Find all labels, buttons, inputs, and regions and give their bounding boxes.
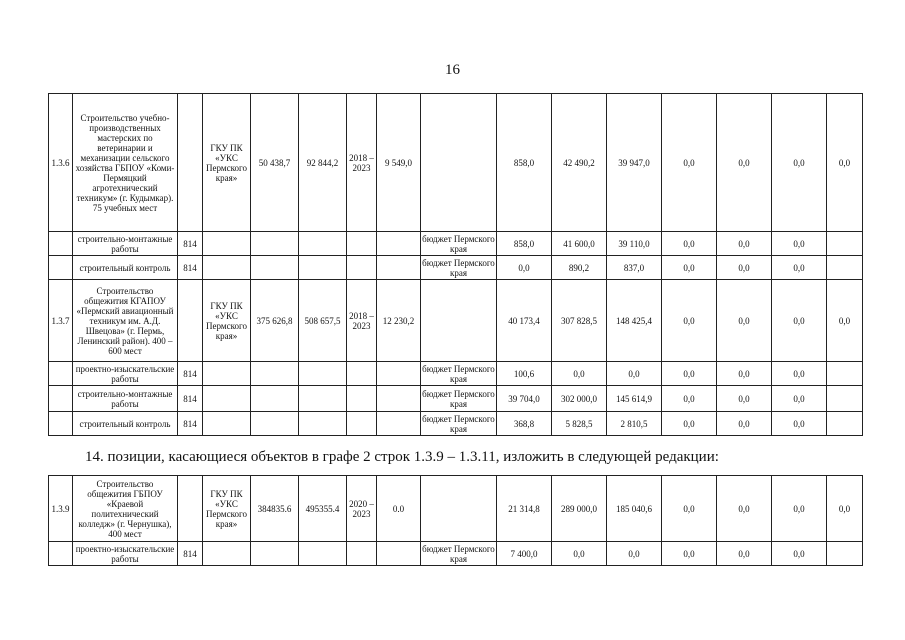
table-row [49, 362, 863, 386]
spent-value: 0.0 [377, 476, 421, 542]
amount-cell: 0,0 [772, 386, 827, 412]
amount-cell: 0,0 [662, 362, 717, 386]
spent-value: 12 230,2 [377, 280, 421, 362]
period: 2020 – 2023 [347, 476, 377, 542]
amount-cell: 0,0 [662, 232, 717, 256]
amount-cell: 148 425,4 [607, 280, 662, 362]
amount-cell: 21 314,8 [497, 476, 552, 542]
page-number: 16 [445, 62, 460, 78]
amount-cell: 39 110,0 [607, 232, 662, 256]
funding-source: бюджет Пермского края [422, 363, 495, 384]
total-cost: 495355.4 [299, 476, 347, 542]
amount-cell: 0,0 [827, 476, 863, 542]
amount-cell: 0,0 [772, 232, 827, 256]
amount-cell: 7 400,0 [497, 542, 552, 566]
estimated-cost: 50 438,7 [251, 94, 299, 232]
customer-org: ГКУ ПК «УКС Пермского края» [203, 280, 251, 362]
amount-cell: 858,0 [497, 94, 552, 232]
table-row [49, 232, 863, 256]
amount-cell: 368,8 [497, 412, 552, 436]
period: 2018 – 2023 [347, 94, 377, 232]
amount-cell: 0,0 [772, 362, 827, 386]
row-number: 1.3.6 [49, 94, 73, 232]
work-type: строительно-монтажные работы [73, 386, 178, 412]
amount-cell: 0,0 [772, 280, 827, 362]
amount-cell: 100,6 [497, 362, 552, 386]
budget-code: 814 [178, 412, 203, 436]
funding-source: бюджет Пермского края [422, 233, 495, 254]
table-row [49, 94, 863, 232]
amount-cell: 0,0 [772, 476, 827, 542]
estimated-cost: 375 626,8 [251, 280, 299, 362]
amount-cell: 0,0 [662, 280, 717, 362]
amount-cell: 858,0 [497, 232, 552, 256]
work-type: проектно-изыскательские работы [73, 542, 178, 566]
amount-cell: 0,0 [717, 280, 772, 362]
budget-code: 814 [178, 362, 203, 386]
work-type: строительный контроль [73, 256, 178, 280]
amount-cell [827, 362, 863, 386]
amount-cell: 41 600,0 [552, 232, 607, 256]
budget-code: 814 [178, 542, 203, 566]
amount-cell: 0,0 [772, 412, 827, 436]
total-cost: 92 844,2 [299, 94, 347, 232]
amount-cell: 0,0 [662, 94, 717, 232]
amount-cell: 837,0 [607, 256, 662, 280]
amount-cell: 890,2 [552, 256, 607, 280]
amount-cell: 0,0 [497, 256, 552, 280]
object-org-code [178, 476, 203, 542]
amount-cell: 0,0 [607, 362, 662, 386]
budget-code: 814 [178, 386, 203, 412]
amount-cell: 0,0 [552, 542, 607, 566]
amount-cell: 39 947,0 [607, 94, 662, 232]
amount-cell: 0,0 [552, 362, 607, 386]
object-name: Строительство общежития КГАПОУ «Пермский авиационный техникум им. А.Д. Швецова» (г. Пермь, Ленинский район). 400 – 600 мест [73, 280, 178, 362]
customer-org: ГКУ ПК «УКС Пермского края» [203, 476, 251, 542]
amount-cell: 5 828,5 [552, 412, 607, 436]
amount-cell: 145 614,9 [607, 386, 662, 412]
funding-source [421, 94, 497, 232]
amount-cell [827, 256, 863, 280]
funding-source: бюджет Пермского края [422, 413, 495, 434]
table-row [49, 476, 863, 542]
amount-cell: 0,0 [662, 412, 717, 436]
estimated-cost: 384835.6 [251, 476, 299, 542]
amount-cell: 0,0 [717, 232, 772, 256]
amount-cell: 0,0 [772, 542, 827, 566]
amount-cell: 0,0 [827, 280, 863, 362]
spent-value: 9 549,0 [377, 94, 421, 232]
amount-cell: 0,0 [772, 256, 827, 280]
amount-cell [827, 386, 863, 412]
amount-cell: 0,0 [662, 256, 717, 280]
amount-cell: 42 490,2 [552, 94, 607, 232]
budget-table-upper [48, 93, 863, 436]
row-number: 1.3.9 [49, 476, 73, 542]
object-org-code [178, 280, 203, 362]
budget-code: 814 [178, 256, 203, 280]
object-org-code [178, 94, 203, 232]
funding-source: бюджет Пермского края [422, 543, 495, 564]
work-type: строительный контроль [73, 412, 178, 436]
funding-source: бюджет Пермского края [421, 386, 497, 412]
amount-cell: 0,0 [717, 386, 772, 412]
table-row [49, 386, 863, 412]
amount-cell: 39 704,0 [497, 386, 552, 412]
amount-cell: 0,0 [827, 94, 863, 232]
amount-cell: 0,0 [717, 542, 772, 566]
amount-cell: 185 040,6 [607, 476, 662, 542]
funding-source [421, 280, 497, 362]
table-row [49, 256, 863, 280]
amount-cell: 0,0 [662, 542, 717, 566]
amount-cell: 0,0 [717, 362, 772, 386]
amount-cell: 0,0 [662, 386, 717, 412]
total-cost: 508 657,5 [299, 280, 347, 362]
table-row [49, 280, 863, 362]
customer-org: ГКУ ПК «УКС Пермского края» [203, 94, 251, 232]
amount-cell [827, 412, 863, 436]
amount-cell: 0,0 [607, 542, 662, 566]
amount-cell: 289 000,0 [552, 476, 607, 542]
object-name: Строительство общежития ГБПОУ «Краевой политехнический колледж» (г. Чернушка), 400 мест [73, 476, 178, 542]
budget-table-lower [48, 475, 863, 566]
amount-cell [827, 542, 863, 566]
amount-cell: 0,0 [717, 256, 772, 280]
amount-cell: 2 810,5 [607, 412, 662, 436]
funding-source: бюджет Пермского края [422, 257, 495, 278]
amount-cell: 0,0 [717, 412, 772, 436]
amount-cell: 0,0 [772, 94, 827, 232]
amount-cell: 0,0 [662, 476, 717, 542]
amount-cell: 0,0 [717, 476, 772, 542]
budget-code: 814 [178, 232, 203, 256]
table-row [49, 542, 863, 566]
section-heading: 14. позиции, касающиеся объектов в графе 2 строк 1.3.9 – 1.3.11, изложить в следующей редакции: [85, 449, 719, 465]
row-number: 1.3.7 [49, 280, 73, 362]
work-type: проектно-изыскательские работы [73, 362, 178, 386]
object-name: Строительство учебно-производственных мастерских по ветеринарии и механизации сельского хозяйства ГБПОУ «Коми-Пермяцкий агротехнический техникум» (г. Кудымкар). 75 учебных мест [73, 94, 178, 232]
amount-cell: 307 828,5 [552, 280, 607, 362]
amount-cell [827, 232, 863, 256]
amount-cell: 0,0 [717, 94, 772, 232]
work-type: строительно-монтажные работы [73, 232, 178, 256]
table-row [49, 412, 863, 436]
amount-cell: 302 000,0 [552, 386, 607, 412]
funding-source [421, 476, 497, 542]
period: 2018 – 2023 [347, 280, 377, 362]
amount-cell: 40 173,4 [497, 280, 552, 362]
